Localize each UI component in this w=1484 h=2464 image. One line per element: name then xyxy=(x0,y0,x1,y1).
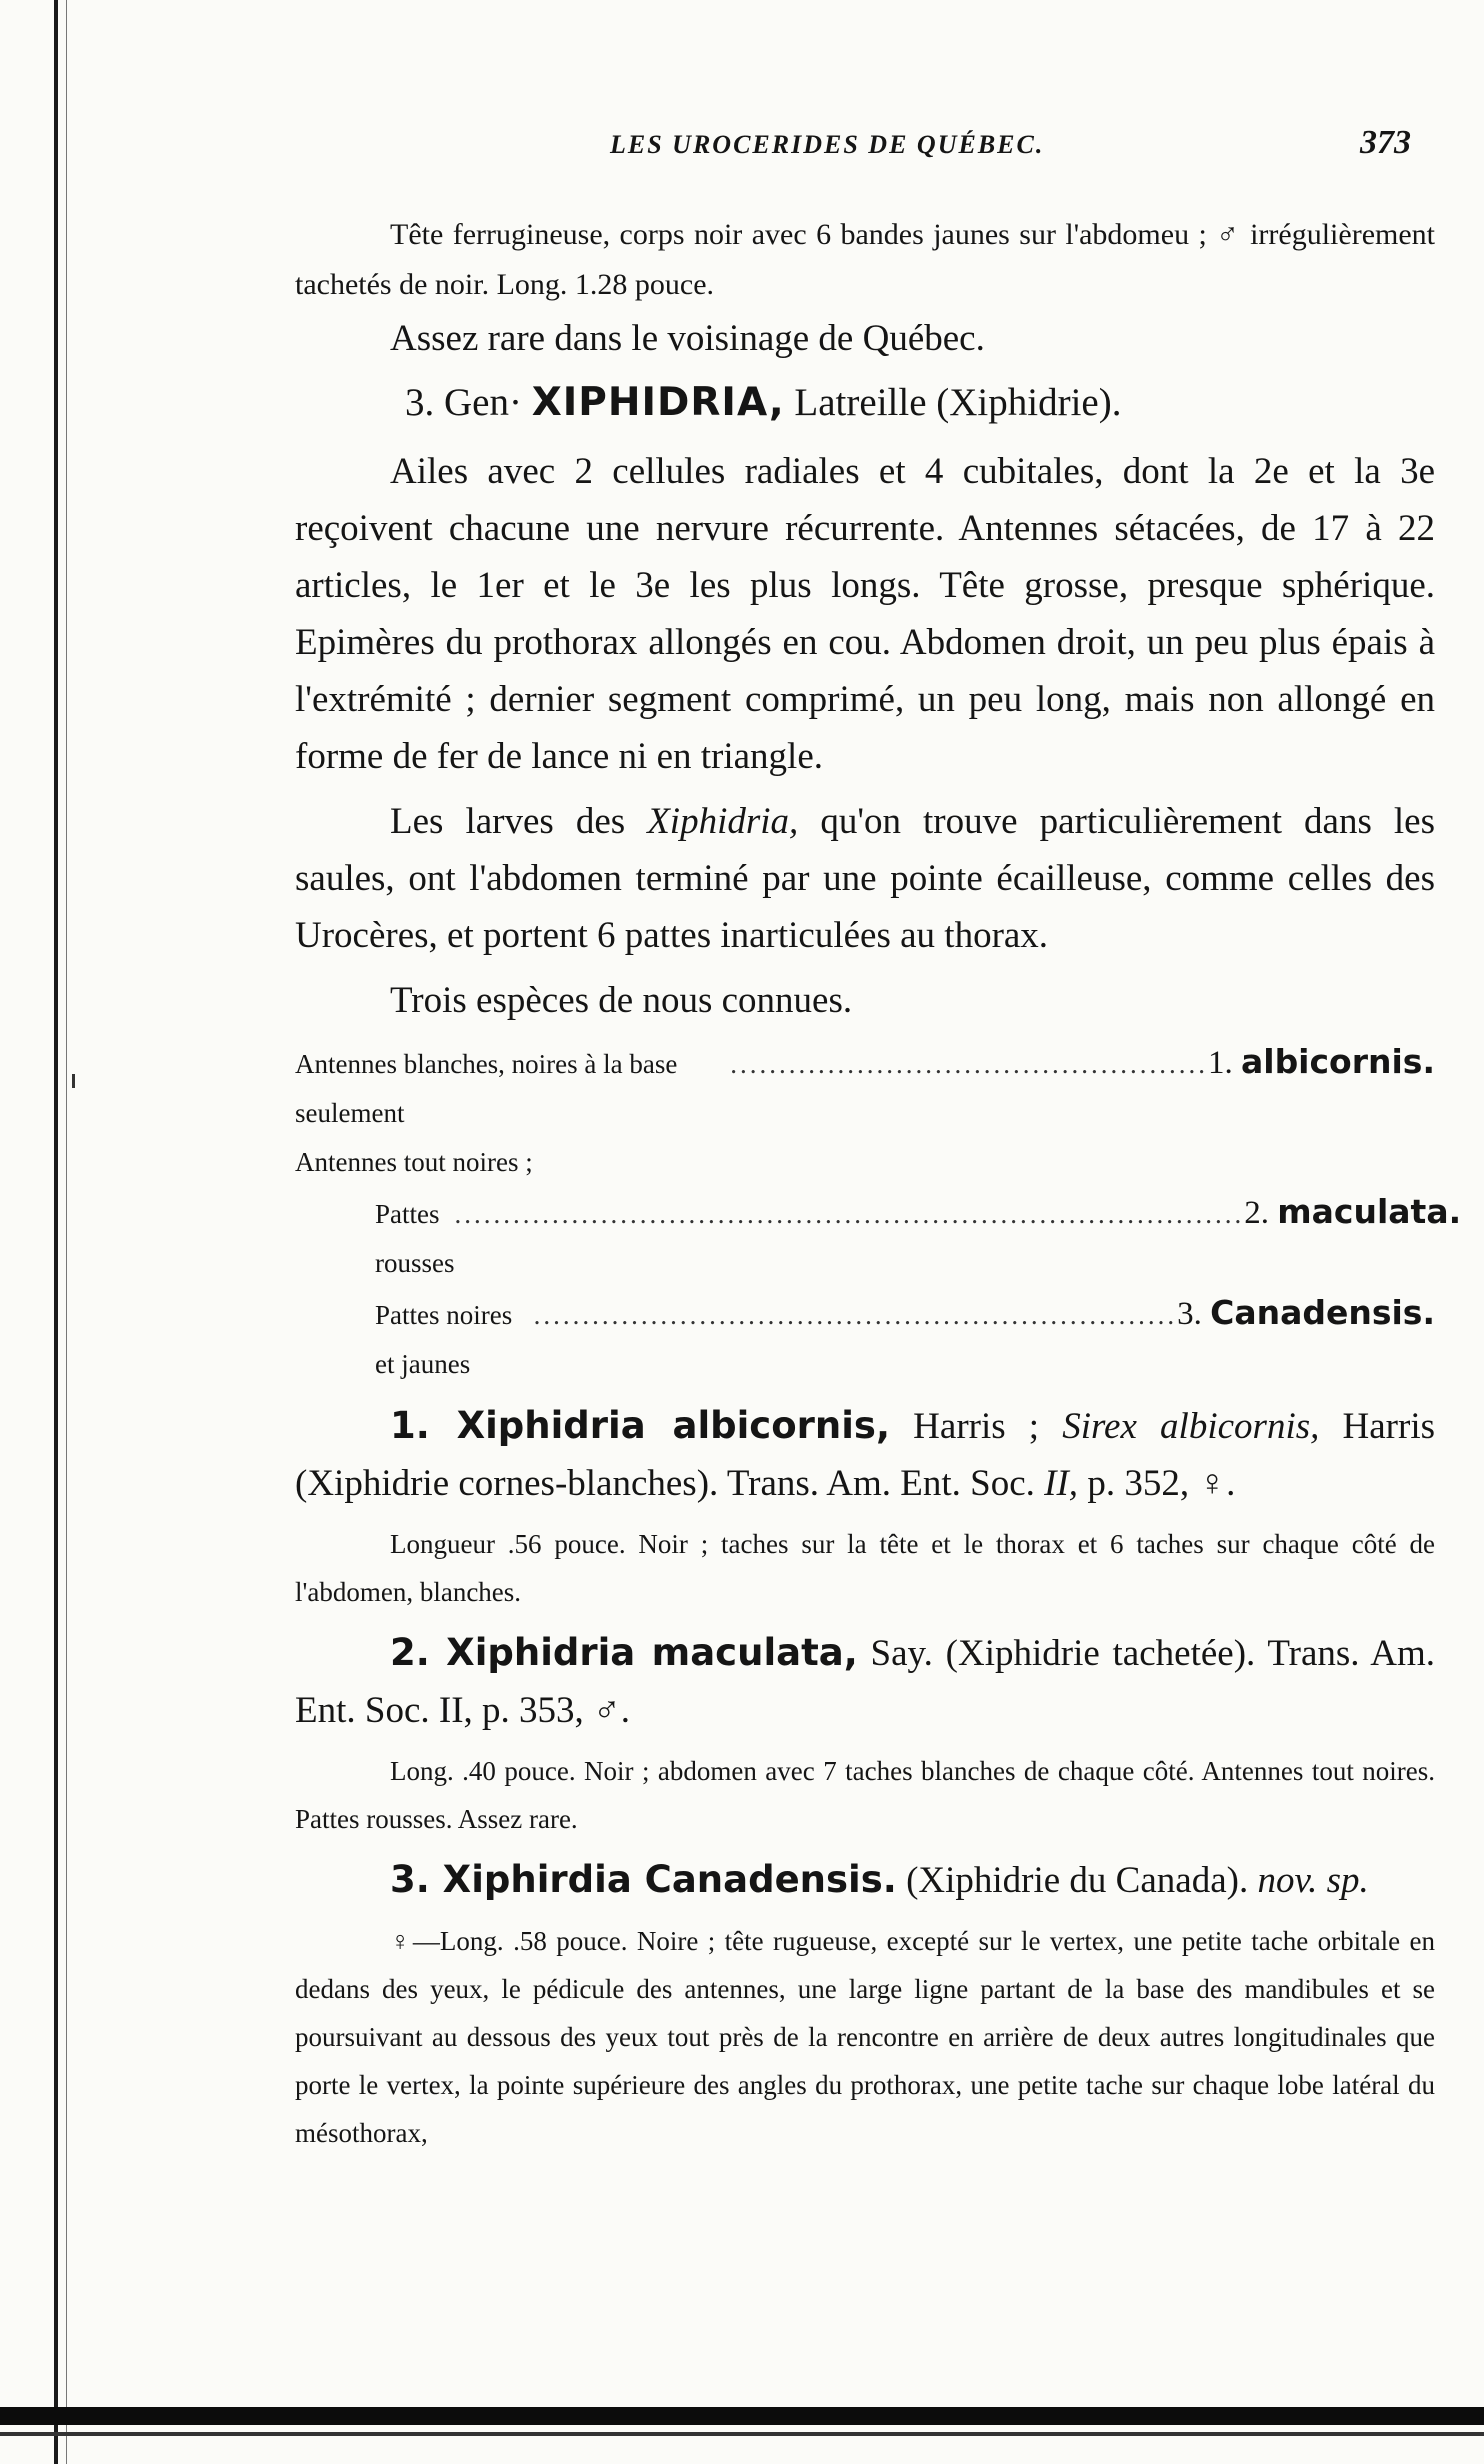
species-3-description: ♀—Long. .58 pouce. Noire ; tête rugueuse, excepté sur le vertex, une petite tache orbitale en dedans des yeux, le pédicule des antennes, une large ligne partant de la base des mandibules et se poursuivant au dessous des yeux tout près de la rencontre en arrière de deux autres longitudinales que porte le vertex, la pointe supérieure des angles du prothorax, une petite tache sur chaque lobe latéral du mésothorax, xyxy=(295,1926,1435,2148)
genus-italic: Xiphidria, xyxy=(647,801,799,842)
genus-heading xyxy=(405,371,1435,435)
species-1-heading: 1. Xiphidria albicornis, Harris ; Sirex albicornis, Harris (Xiphidrie cornes-blanches). Trans. Am. Ent. Soc. II, p. 352, ♀. xyxy=(295,1404,1435,1504)
species-3-heading: 3. Xiphirdia Canadensis. (Xiphidrie du Canada). nov. sp. xyxy=(390,1858,1369,1901)
ink-mark xyxy=(72,1074,75,1088)
genus-name: XIPHIDRIA, xyxy=(531,380,785,425)
species-2-heading: 2. Xiphidria maculata, Say. (Xiphidrie tachetée). Trans. Am. Ent. Soc. II, p. 353, ♂. xyxy=(295,1631,1435,1731)
paragraph-genus-description: Ailes avec 2 cellules radiales et 4 cubitales, dont la 2e et la 3e reçoivent chacune une nervure récurrente. Antennes sétacées, de 17 à 22 articles, le 1er et le 3e les plus longs. Tête grosse, presque sphérique. Epimères du prothorax allongés en cou. Abdomen droit, un peu plus épais à l'extrémité ; dernier segment comprimé, un peu long, mais non allongé en forme de fer de lance ni en triangle. xyxy=(295,451,1435,777)
page-body xyxy=(295,210,1462,2157)
genus-author: Latreille (Xiphidrie). xyxy=(794,381,1122,424)
key-line-2: Antennes tout noires ; xyxy=(295,1147,533,1177)
species-1-description: Longueur .56 pouce. Noir ; taches sur la tête et le thorax et 6 taches sur chaque côté de l'abdomen, blanches. xyxy=(295,1529,1435,1607)
paragraph-species-count: Trois espèces de nous connues. xyxy=(390,980,853,1021)
paragraph-description-1: Tête ferrugineuse, corps noir avec 6 bandes jaunes sur l'abdomeu ; ♂ irrégulièrement tachetés de noir. Long. 1.28 pouce. xyxy=(295,218,1435,301)
key-line-3: Pattes rousses ................................................................................. 2. maculata. xyxy=(375,1192,1462,1278)
key-species-3: Canadensis. xyxy=(1210,1293,1435,1332)
key-line-1: Antennes blanches, noires à la base seulement ................................................. 1. albicornis. xyxy=(295,1042,1435,1128)
key-species-2: maculata. xyxy=(1277,1192,1462,1231)
bottom-border-thin xyxy=(0,2432,1484,2436)
page-binding-line xyxy=(66,0,67,2464)
paragraph-larvae: Les larves des Xiphidria, qu'on trouve particulièrement dans les saules, ont l'abdomen terminé par une pointe écailleuse, comme celles des Urocères, et portent 6 pattes inarticulées au thorax. xyxy=(295,801,1436,956)
page-binding-edge xyxy=(54,0,58,2464)
bottom-border-rule xyxy=(0,2407,1484,2425)
running-header: LES UROCERIDES DE QUÉBEC. xyxy=(610,130,1045,159)
paragraph-habitat: Assez rare dans le voisinage de Québec. xyxy=(390,318,985,359)
genus-number: 3. xyxy=(405,381,435,424)
key-line-4: Pattes noires et jaunes .................................................................. 3. Canadensis. xyxy=(375,1293,1435,1379)
species-2-description: Long. .40 pouce. Noir ; abdomen avec 7 taches blanches de chaque côté. Antennes tout noires. Pattes rousses. Assez rare. xyxy=(295,1756,1435,1834)
key-species-1: albicornis. xyxy=(1240,1042,1435,1081)
page-number: 373 xyxy=(1360,124,1411,161)
genus-gen: Gen· xyxy=(444,381,522,424)
